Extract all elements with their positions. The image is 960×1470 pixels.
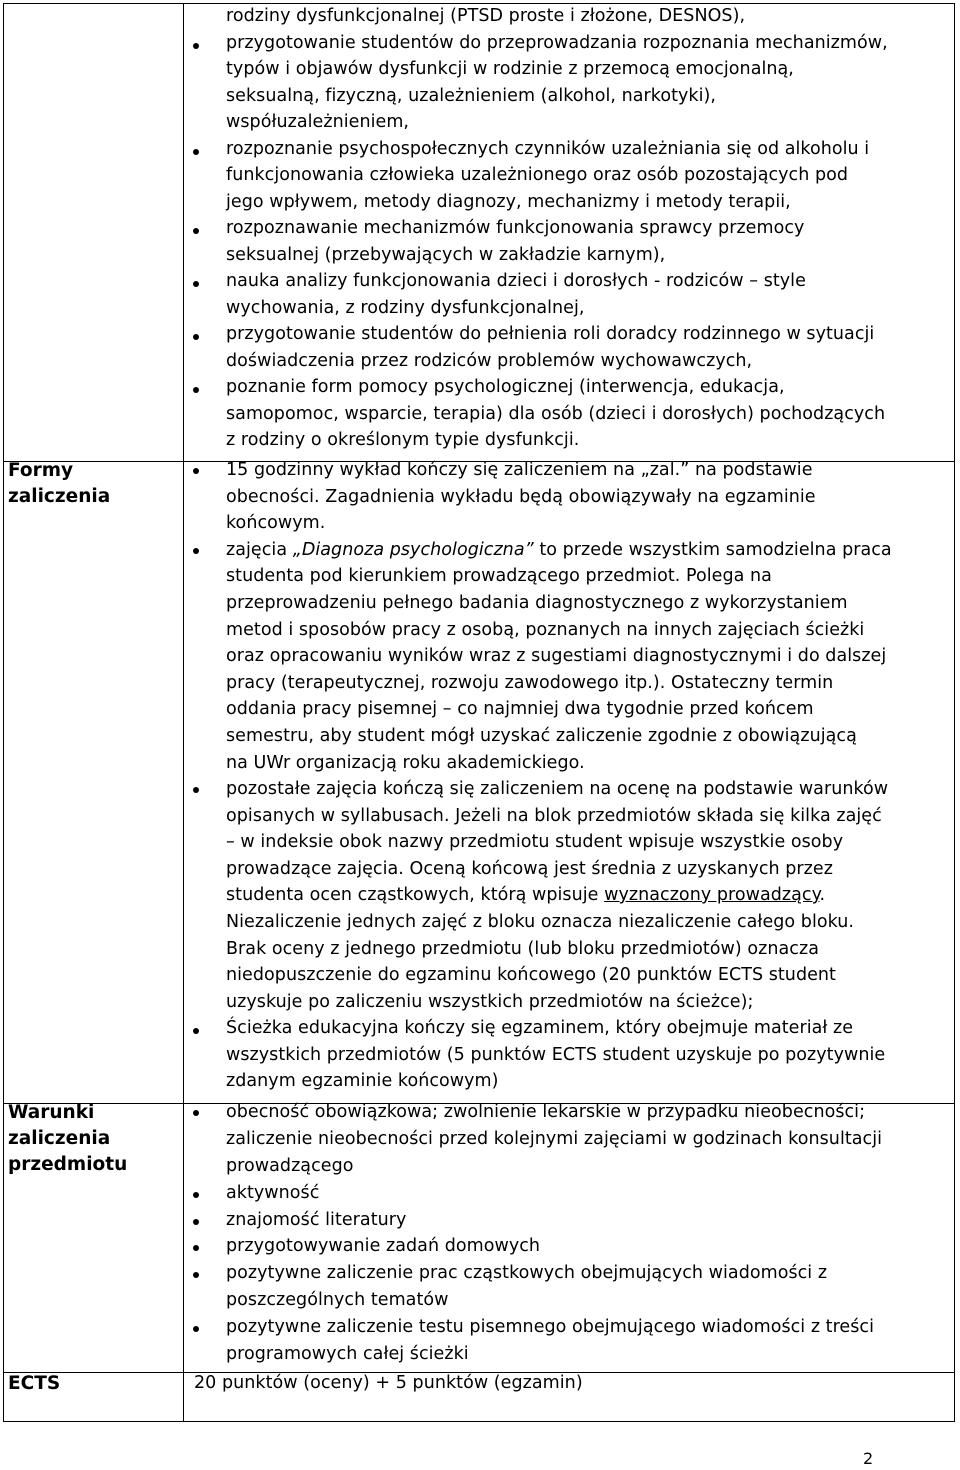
- text-line: na UWr organizacją roku akademickiego.: [226, 753, 585, 773]
- text-line: wychowania, z rodziny dysfunkcjonalnej,: [226, 298, 585, 318]
- course-name: „Diagnoza psychologiczna”: [292, 540, 534, 560]
- text-segment: zajęcia: [226, 540, 293, 560]
- text-line: seksualną, fizyczną, uzależnieniem (alkohol, narkotyki),: [226, 86, 716, 106]
- bullet: [193, 281, 199, 287]
- text-line: 15 godzinny wykład kończy się zaliczeniem na „zal.” na podstawie: [226, 460, 813, 480]
- ects-label: ECTS: [8, 1373, 61, 1394]
- bullet: [193, 387, 199, 393]
- bullet: [193, 1326, 199, 1332]
- credit-conditions-label: [8, 1100, 127, 1178]
- text-line: typów i objawów dysfunkcji w rodzinie z przemocą emocjonalną,: [226, 59, 794, 79]
- text-line: opisanych w syllabusach. Jeżeli na blok przedmiotów składa się kilka zajęć: [226, 806, 882, 826]
- bullet: [193, 228, 199, 234]
- text-line: Niezaliczenie jednych zajęć z bloku oznacza niezaliczenie całego bloku.: [226, 912, 855, 932]
- text-line: Ścieżka edukacyjna kończy się egzaminem, który obejmuje materiał ze: [226, 1018, 854, 1038]
- text-line: obecności. Zagadnienia wykładu będą obowiązywały na egzaminie: [226, 487, 816, 507]
- bullet: [193, 1219, 199, 1225]
- text-line: [226, 882, 825, 909]
- text-line: oraz opracowaniu wyników wraz z sugestiami diagnostycznymi i do dalszej: [226, 646, 887, 666]
- text-line: jego wpływem, metody diagnozy, mechanizmy i metody terapii,: [226, 192, 791, 212]
- text-line: rozpoznanie psychospołecznych czynników uzależniania się od alkoholu i: [226, 139, 870, 159]
- bullet: [193, 1028, 199, 1034]
- bullet: [193, 1272, 199, 1278]
- text-line: aktywność: [226, 1183, 320, 1203]
- text-line: przygotowanie studentów do pełnienia roli doradcy rodzinnego w sytuacji: [226, 324, 875, 344]
- text-line: wszystkich przedmiotów (5 punktów ECTS student uzyskuje po pozytywnie: [226, 1045, 886, 1065]
- text-line: studenta pod kierunkiem prowadzącego przedmiot. Polega na: [226, 566, 772, 586]
- page-number: 2: [863, 1449, 874, 1468]
- label-line: przedmiotu: [8, 1154, 128, 1175]
- text-line: metod i sposobów pracy z osobą, poznanych na innych zajęciach ścieżki: [226, 620, 865, 640]
- text-line: [226, 537, 892, 564]
- ects-value: 20 punktów (oceny) + 5 punktów (egzamin): [194, 1373, 583, 1393]
- bullet: [193, 787, 199, 793]
- text-line: doświadczenia przez rodziców problemów wychowawczych,: [226, 351, 753, 371]
- bullet: [193, 43, 199, 49]
- text-line: Brak oceny z jednego przedmiotu (lub bloku przedmiotów) oznacza: [226, 939, 819, 959]
- text-line: pozostałe zajęcia kończą się zaliczeniem na ocenę na podstawie warunków: [226, 779, 889, 799]
- text-line: – w indeksie obok nazwy przedmiotu student wpisuje wszystkie osoby: [226, 832, 844, 852]
- text-line: przeprowadzeniu pełnego badania diagnostycznego z wykorzystaniem: [226, 593, 848, 613]
- text-line: znajomość literatury: [226, 1210, 407, 1230]
- text-line: obecność obowiązkowa; zwolnienie lekarskie w przypadku nieobecności;: [226, 1102, 866, 1122]
- text-line: uzyskuje po zaliczeniu wszystkich przedmiotów na ścieżce);: [226, 992, 754, 1012]
- text-line: poszczególnych tematów: [226, 1290, 449, 1310]
- forms-of-credit-label: [8, 458, 110, 510]
- bullet: [193, 548, 199, 554]
- text-segment: to przede wszystkim samodzielna praca: [539, 540, 892, 560]
- label-line: Warunki: [8, 1102, 95, 1123]
- text-segment: studenta ocen cząstkowych, którą wpisuje: [226, 885, 599, 905]
- text-line: nauka analizy funkcjonowania dzieci i dorosłych - rodziców – style: [226, 271, 806, 291]
- text-line: pracy (terapeutycznej, rozwoju zawodowego itp.). Ostateczny termin: [226, 673, 834, 693]
- bullet: [193, 468, 199, 474]
- bullet: [193, 1245, 199, 1251]
- text-line: samopomoc, wsparcie, terapia) dla osób (dzieci i dorosłych) pochodzących: [226, 404, 886, 424]
- bullet: [193, 1192, 199, 1198]
- text-line: poznanie form pomocy psychologicznej (interwencja, edukacja,: [226, 377, 785, 397]
- text-line: prowadzącego: [226, 1156, 354, 1176]
- text-line: pozytywne zaliczenie testu pisemnego obejmującego wiadomości z treści: [226, 1317, 875, 1337]
- text-line: zaliczenie nieobecności przed kolejnymi zajęciami w godzinach konsultacji: [226, 1129, 883, 1149]
- label-line: Formy: [8, 460, 74, 481]
- bullet: [193, 1110, 199, 1116]
- text-line: seksualnej (przebywających w zakładzie karnym),: [226, 245, 666, 265]
- text-line: z rodziny o określonym typie dysfunkcji.: [226, 430, 580, 450]
- text-line: oddania pracy pisemnej – co najmniej dwa tygodnie przed końcem: [226, 699, 814, 719]
- text-line: zdanym egzaminie końcowym): [226, 1071, 499, 1091]
- text-line: przygotowanie studentów do przeprowadzania rozpoznania mechanizmów,: [226, 33, 888, 53]
- text-line: rodziny dysfunkcjonalnej (PTSD proste i złożone, DESNOS),: [226, 6, 746, 26]
- underlined-text: wyznaczony prowadzący: [604, 885, 820, 905]
- text-line: końcowym.: [226, 513, 326, 533]
- text-line: semestru, aby student mógł uzyskać zaliczenie zgodnie z obowiązującą: [226, 726, 857, 746]
- label-line: zaliczenia: [8, 486, 111, 507]
- text-line: rozpoznawanie mechanizmów funkcjonowania sprawcy przemocy: [226, 218, 805, 238]
- text-line: niedopuszczenie do egzaminu końcowego (20 punktów ECTS student: [226, 965, 836, 985]
- bullet: [193, 334, 199, 340]
- text-line: prowadzące zajęcia. Oceną końcową jest średnia z uzyskanych przez: [226, 859, 833, 879]
- text-segment: .: [819, 885, 826, 905]
- text-line: pozytywne zaliczenie prac cząstkowych obejmujących wiadomości z: [226, 1263, 828, 1283]
- label-line: zaliczenia: [8, 1128, 111, 1149]
- text-line: współuzależnieniem,: [226, 112, 410, 132]
- column-divider: [183, 4, 184, 1421]
- text-line: programowych całej ścieżki: [226, 1344, 469, 1364]
- bullet: [193, 149, 199, 155]
- text-line: funkcjonowania człowieka uzależnionego oraz osób pozostających pod: [226, 165, 849, 185]
- text-line: przygotowywanie zadań domowych: [226, 1236, 541, 1256]
